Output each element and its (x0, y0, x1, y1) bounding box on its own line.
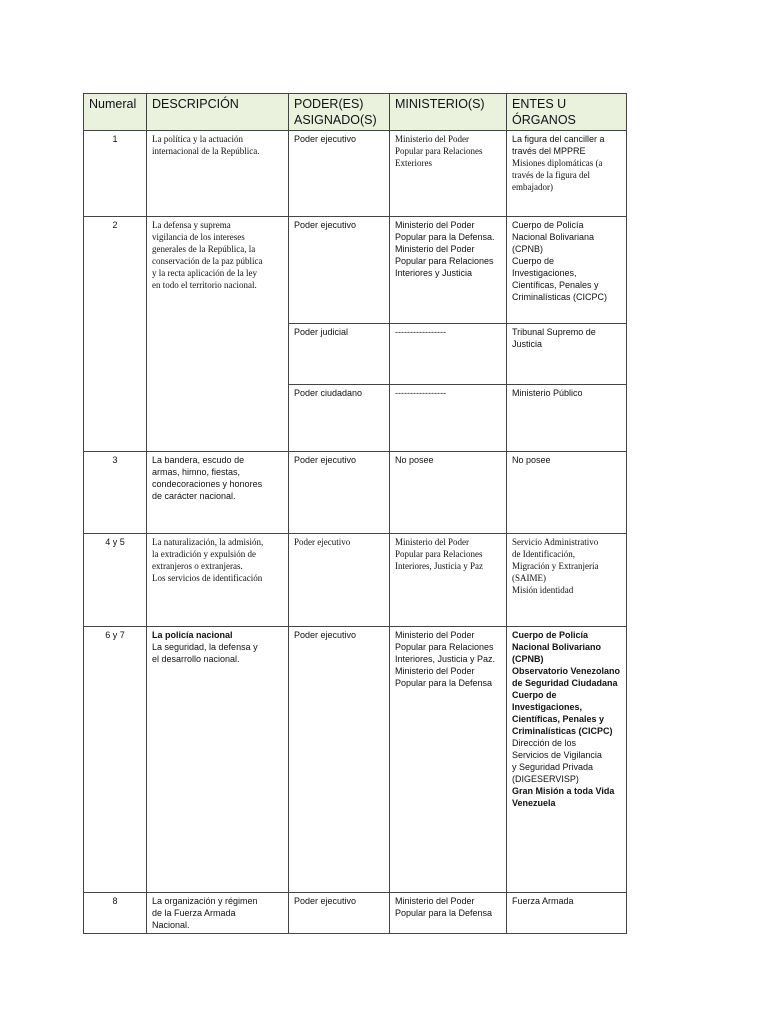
ministerio-text: No posee (395, 455, 434, 465)
ministerio-text: Ministerio del Poder Popular para la Defensa. (395, 220, 495, 242)
entes-text: Cuerpo de Policía Nacional Bolivariana (CPNB) (512, 220, 595, 254)
ministerio-cell (390, 324, 507, 385)
entes-text: Observatorio Venezolano de Seguridad Ciudadana (512, 666, 621, 688)
ministerio-text: Ministerio del Poder Popular para Relaciones Interiores, Justicia y Paz (395, 537, 483, 571)
entes-cell (507, 534, 627, 627)
header-entes: ENTES U ÓRGANOS (507, 94, 627, 131)
competencias-table (83, 93, 627, 934)
table-row (84, 893, 627, 934)
numeral-cell: 8 (84, 893, 147, 934)
poder-cell: Poder ejecutivo (289, 534, 390, 627)
table-row (84, 217, 627, 324)
ministerio-cell (390, 893, 507, 934)
descripcion-cell (147, 131, 289, 217)
entes-text: Tribunal Supremo de Justicia (512, 327, 596, 349)
entes-text: Misión identidad (512, 585, 574, 595)
ministerio-text: Ministerio del Poder Popular para la Defensa (395, 666, 493, 688)
poder-cell: Poder ejecutivo (289, 131, 390, 217)
ministerio-text: ----------------- (395, 327, 446, 337)
header-ministerio: MINISTERIO(S) (390, 94, 507, 131)
ministerio-cell (390, 627, 507, 893)
table-row (84, 131, 627, 217)
poder-cell: Poder ciudadano (289, 385, 390, 452)
desc-text: La seguridad, la defensa y el desarrollo nacional. (152, 642, 258, 664)
entes-text: No posee (512, 455, 551, 465)
ministerio-cell (390, 385, 507, 452)
ministerio-text: Ministerio del Poder Popular para Relaciones Exteriores (395, 134, 483, 168)
descripcion-cell (147, 217, 289, 452)
table-row (84, 534, 627, 627)
descripcion-cell (147, 627, 289, 893)
desc-text: La policía nacional (152, 630, 233, 640)
header-numeral: Numeral (84, 94, 147, 131)
entes-text: Fuerza Armada (512, 896, 574, 906)
entes-text: Cuerpo de Investigaciones, Científicas, Penales y Criminalísticas (CICPC) (512, 690, 613, 736)
desc-text: La política y la actuación (152, 134, 243, 144)
ministerio-cell (390, 452, 507, 534)
poder-cell: Poder judicial (289, 324, 390, 385)
entes-text: Dirección de los Servicios de Vigilancia y Seguridad Privada (DIGESERVISP) (512, 738, 602, 784)
desc-text: La naturalización, la admisión, la extradición y expulsión de extranjeros o extranjeras. (152, 537, 264, 571)
entes-text: Ministerio Público (512, 388, 583, 398)
entes-cell (507, 452, 627, 534)
descripcion-cell (147, 452, 289, 534)
desc-text: La organización y régimen de la Fuerza Armada Nacional. (152, 896, 258, 930)
ministerio-cell (390, 217, 507, 324)
entes-cell (507, 324, 627, 385)
poder-cell: Poder ejecutivo (289, 452, 390, 534)
header-row (84, 94, 627, 131)
poder-cell: Poder ejecutivo (289, 217, 390, 324)
descripcion-cell (147, 534, 289, 627)
numeral-cell: 4 y 5 (84, 534, 147, 627)
entes-cell (507, 893, 627, 934)
header-descripcion: DESCRIPCIÓN (147, 94, 289, 131)
poder-cell: Poder ejecutivo (289, 627, 390, 893)
desc-text: La bandera, escudo de armas, himno, fiestas, condecoraciones y honores de carácter nacional. (152, 455, 263, 501)
ministerio-text: Ministerio del Poder Popular para la Defensa (395, 896, 493, 918)
ministerio-text: Ministerio del Poder Popular para Relaciones Interiores y Justicia (395, 244, 494, 278)
entes-text: Servicio Administrativo de Identificación, Migración y Extranjería (SAIME) (512, 537, 599, 583)
entes-cell (507, 385, 627, 452)
ministerio-cell (390, 534, 507, 627)
entes-text: Gran Misión a toda Vida Venezuela (512, 786, 615, 808)
numeral-cell: 1 (84, 131, 147, 217)
entes-text: La figura del canciller a través del MPPRE (512, 134, 605, 156)
entes-text: Cuerpo de Investigaciones, Científicas, Penales y Criminalísticas (CICPC) (512, 256, 608, 302)
desc-text: internacional de la República. (152, 146, 260, 156)
numeral-cell: 2 (84, 217, 147, 452)
numeral-cell: 6 y 7 (84, 627, 147, 893)
entes-text: Cuerpo de Policía Nacional Bolivariano (CPNB) (512, 630, 602, 664)
numeral-cell: 3 (84, 452, 147, 534)
entes-cell (507, 131, 627, 217)
descripcion-cell (147, 893, 289, 934)
table-row (84, 452, 627, 534)
entes-cell (507, 627, 627, 893)
entes-text: Misiones diplomáticas (a través de la figura del embajador) (512, 158, 603, 192)
entes-cell (507, 217, 627, 324)
ministerio-text: Ministerio del Poder Popular para Relaciones Interiores, Justicia y Paz. (395, 630, 496, 664)
poder-cell: Poder ejecutivo (289, 893, 390, 934)
ministerio-text: ----------------- (395, 388, 446, 398)
desc-text: La defensa y suprema vigilancia de los intereses generales de la República, la conservación de la paz pública y la recta aplicación de la ley en todo el territorio nacional. (152, 220, 263, 290)
table-row (84, 627, 627, 893)
header-poder: PODER(ES) ASIGNADO(S) (289, 94, 390, 131)
ministerio-cell (390, 131, 507, 217)
desc-text: Los servicios de identificación (152, 573, 263, 583)
